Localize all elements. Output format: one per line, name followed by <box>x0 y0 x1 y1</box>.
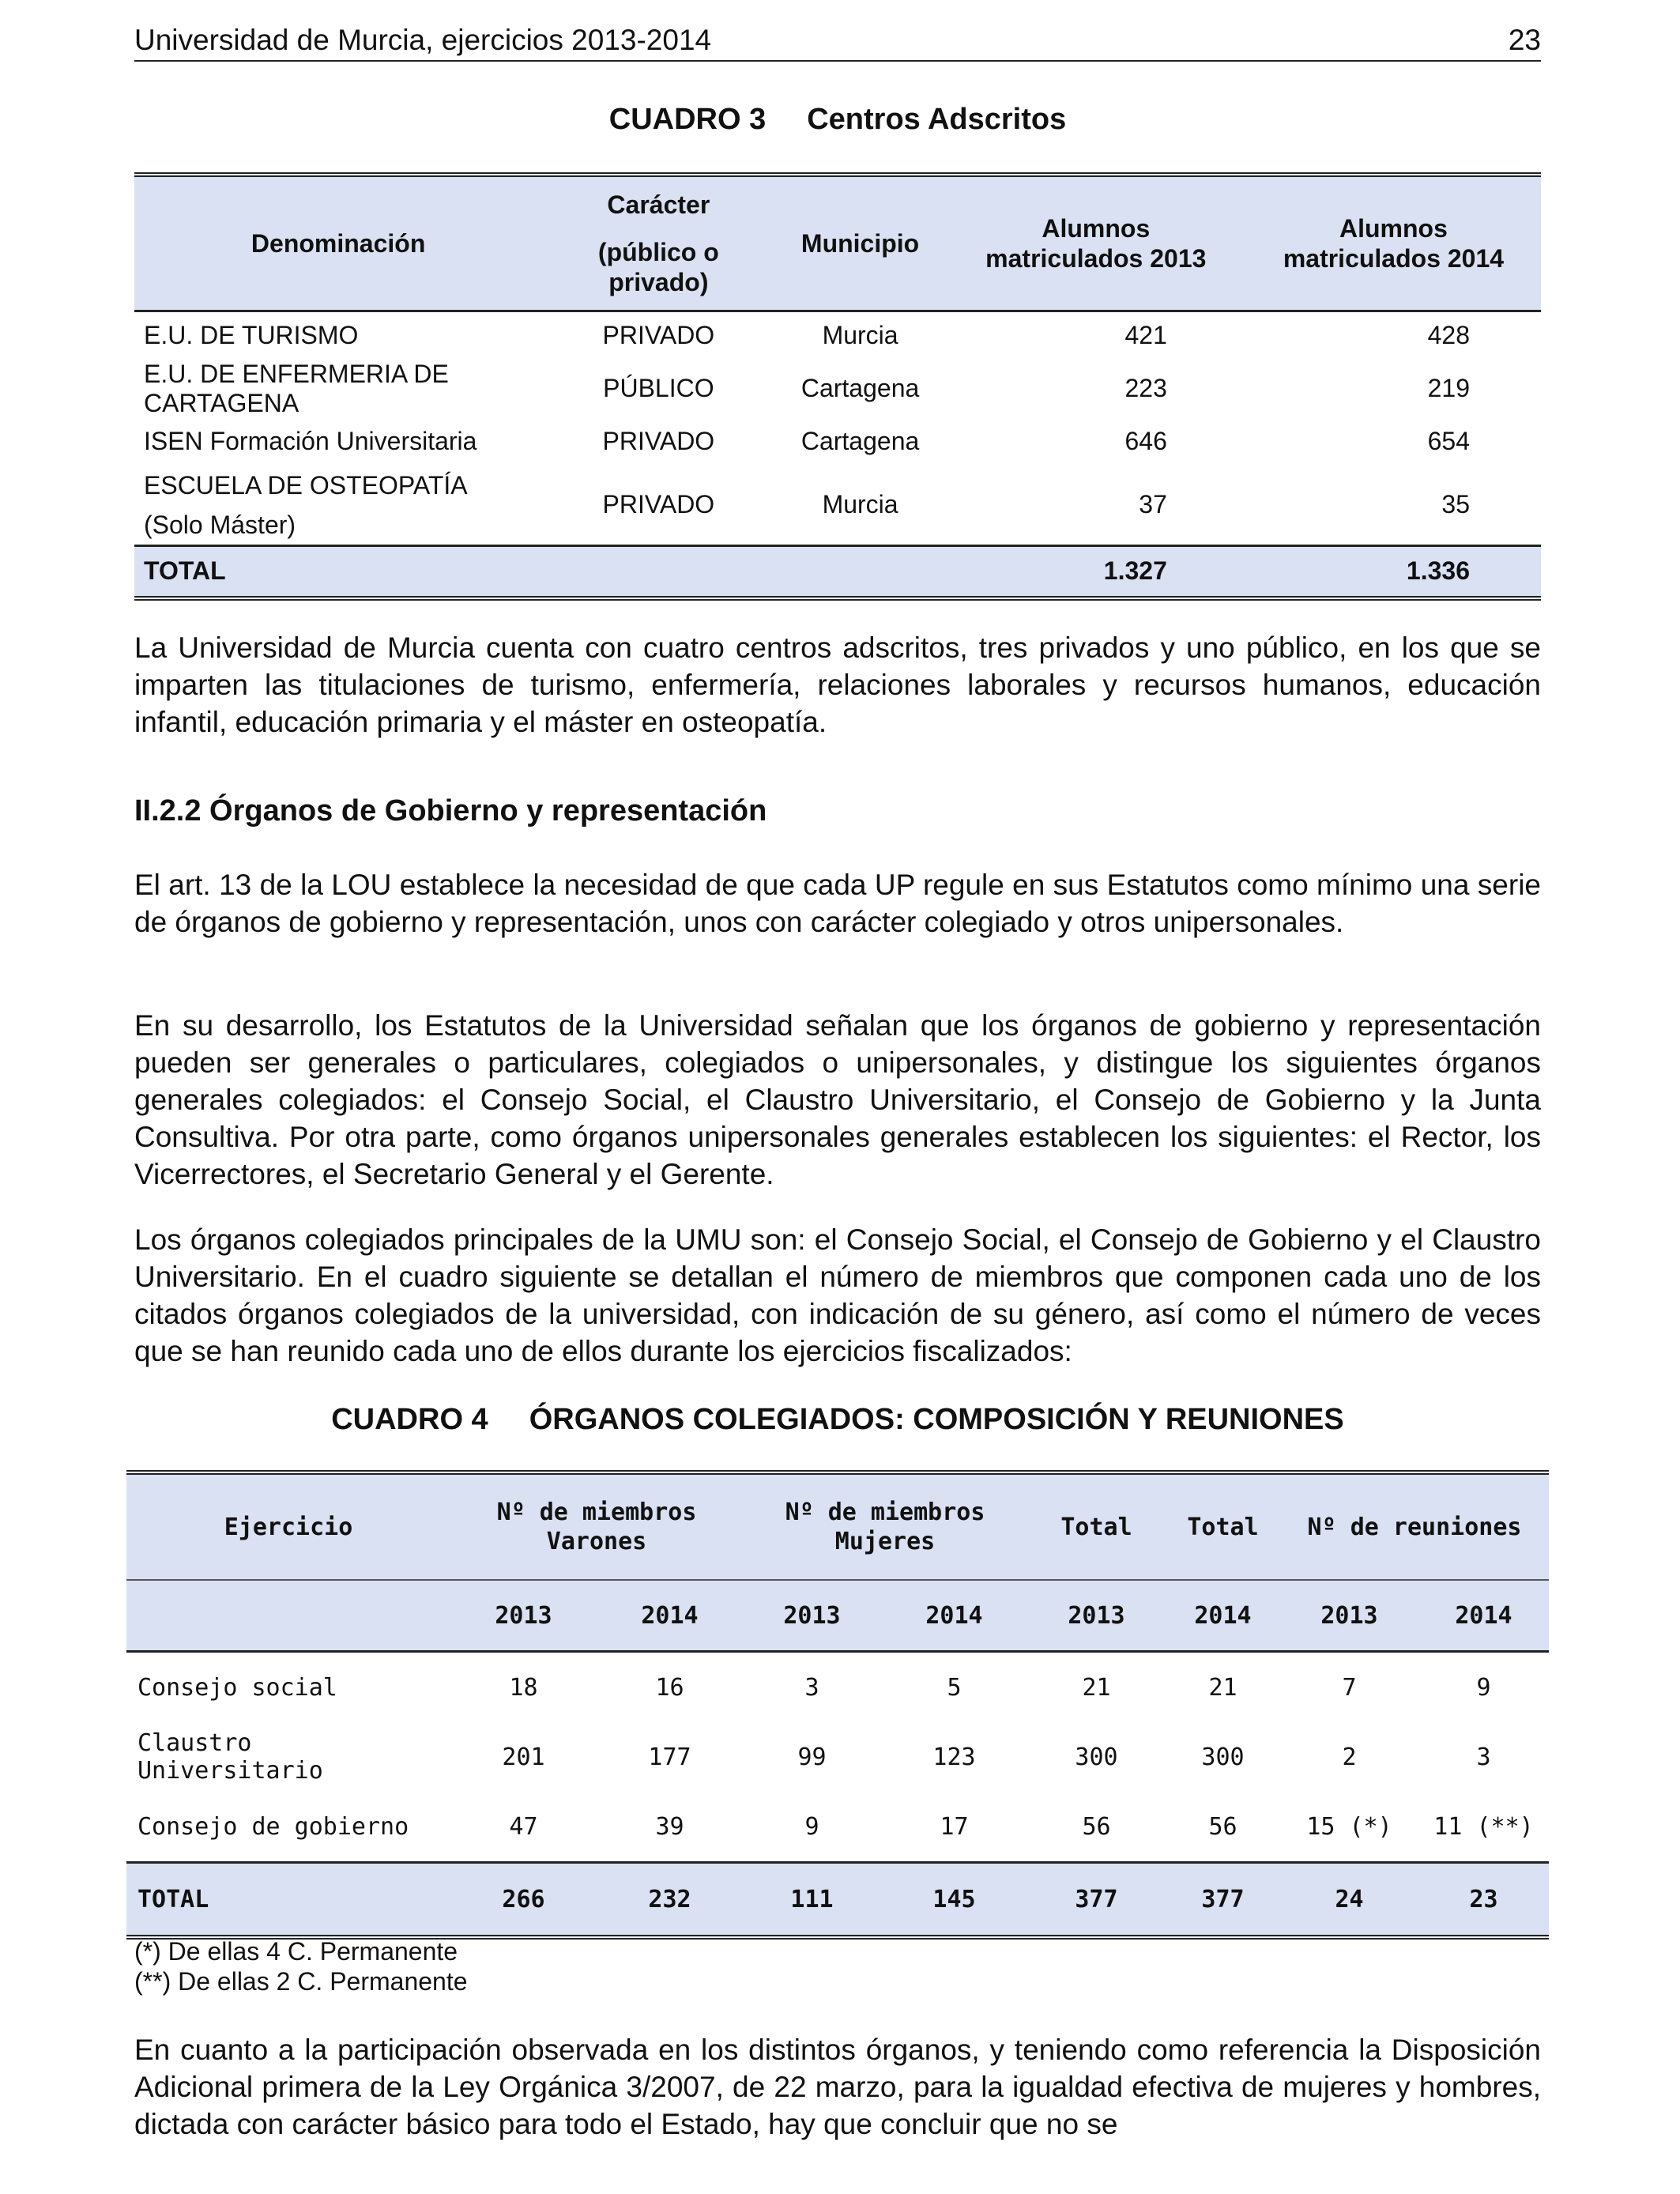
cell: 3 <box>1476 1743 1491 1771</box>
row-label: Consejo de gobierno <box>137 1812 409 1841</box>
header-denominacion: Denominación <box>134 175 542 311</box>
row-alumnos-2013: 421 <box>1124 321 1167 349</box>
table2-caption-number: CUADRO 4 <box>331 1403 488 1436</box>
row-alumnos-2014: 428 <box>1427 321 1470 349</box>
header-caracter <box>542 175 774 311</box>
table-row <box>134 360 1541 418</box>
header-ejercicio: Ejercicio <box>126 1472 450 1580</box>
total-row <box>126 1863 1549 1938</box>
total-cell: 377 <box>1027 1863 1166 1938</box>
section-title: II.2.2 Órganos de Gobierno y representación <box>134 794 767 827</box>
row-alumnos-2014: 35 <box>1441 490 1470 518</box>
organos-colegiados-table <box>126 1470 1549 1940</box>
year-header: 2014 <box>881 1580 1027 1652</box>
cell: 16 <box>655 1673 684 1702</box>
table1-caption-title: Centros Adscritos <box>807 103 1067 136</box>
table2-caption-title: ÓRGANOS COLEGIADOS: COMPOSICIÓN Y REUNIONES <box>529 1403 1344 1436</box>
row-caracter: PÚBLICO <box>603 374 714 402</box>
row-alumnos-2013: 223 <box>1124 374 1167 402</box>
header-title: Universidad de Murcia, ejercicios 2013-2014 <box>134 24 712 56</box>
centros-adscritos-table <box>134 172 1541 601</box>
year-header: 2013 <box>743 1580 881 1652</box>
total-cell: 23 <box>1418 1863 1549 1938</box>
table-row <box>134 311 1541 360</box>
cell: 15 (*) <box>1306 1812 1392 1841</box>
footnote-1: (*) De ellas 4 C. Permanente <box>134 1937 458 1966</box>
cell: 47 <box>509 1812 538 1841</box>
page-number: 23 <box>1508 24 1541 56</box>
header-alumnos-2013: Alumnos matriculados 2013 <box>946 175 1246 311</box>
row-municipio: Murcia <box>822 490 898 518</box>
cell: 21 <box>1208 1673 1237 1702</box>
year-header: 2014 <box>1166 1580 1280 1652</box>
table-row <box>126 1792 1549 1863</box>
row-caracter: PRIVADO <box>602 427 715 455</box>
cell: 17 <box>940 1812 969 1841</box>
table1-caption <box>134 103 1541 137</box>
row-name: E.U. DE ENFERMERIA DE CARTAGENA <box>144 359 449 417</box>
cell: 7 <box>1342 1673 1357 1702</box>
footnote-2: (**) De ellas 2 C. Permanente <box>134 1967 468 1996</box>
cell: 18 <box>509 1673 538 1702</box>
table1-caption-number: CUADRO 3 <box>608 103 767 136</box>
header-mujeres: Nº de miembros Mujeres <box>743 1472 1027 1580</box>
header-varones: Nº de miembros Varones <box>450 1472 743 1580</box>
row-name: E.U. DE TURISMO <box>144 321 359 349</box>
cell: 123 <box>932 1743 976 1771</box>
page-header <box>134 22 1541 62</box>
row-alumnos-2014: 654 <box>1427 427 1470 455</box>
total-cell: 377 <box>1166 1863 1280 1938</box>
row-caracter: PRIVADO <box>602 490 715 518</box>
table-row <box>134 466 1541 546</box>
cell: 99 <box>797 1743 827 1771</box>
year-header: 2013 <box>450 1580 597 1652</box>
paragraph-estatutos: En su desarrollo, los Estatutos de la Universidad señalan que los órganos de gobierno y representación pueden ser generales o particulares, colegiados o unipersonales, y distingue los siguientes órganos generales colegiados: el Consejo Social, el Claustro Universitario, el Consejo de Gobierno y la Junta Consultiva. Por otra parte, como órganos unipersonales generales establecen los siguientes: el Rector, los Vicerrectores, el Secretario General y el Gerente. <box>134 1009 1541 1190</box>
paragraph-organos: Los órganos colegiados principales de la UMU son: el Consejo Social, el Consejo de Gobierno y el Claustro Universitario. En el cuadro siguiente se detallan el número de miembros que componen cada uno de los citados órganos colegiados de la universidad, con indicación de su género, así como el número de veces que se han reunido cada uno de ellos durante los ejercicios fiscalizados: <box>134 1223 1541 1367</box>
total-2014: 1.336 <box>1246 545 1541 598</box>
row-name-note: (Solo Máster) <box>144 510 296 539</box>
total-row <box>134 545 1541 598</box>
cell: 56 <box>1082 1812 1111 1841</box>
row-name: ISEN Formación Universitaria <box>144 427 477 455</box>
row-name: ESCUELA DE OSTEOPATÍA <box>144 470 468 499</box>
year-header: 2013 <box>1280 1580 1418 1652</box>
row-caracter: PRIVADO <box>602 321 715 349</box>
row-municipio: Cartagena <box>800 427 920 455</box>
total-label: TOTAL <box>134 545 542 598</box>
table-row <box>134 418 1541 466</box>
header-caracter-sub: (público o privado) <box>597 237 719 296</box>
row-alumnos-2013: 646 <box>1124 427 1167 455</box>
row-alumnos-2013: 37 <box>1139 490 1167 518</box>
cell: 300 <box>1201 1743 1245 1771</box>
cell: 21 <box>1082 1673 1111 1702</box>
total-cell: 266 <box>450 1863 597 1938</box>
total-cell: 232 <box>597 1863 743 1938</box>
cell: 2 <box>1342 1743 1357 1771</box>
row-municipio: Cartagena <box>800 374 920 402</box>
year-header: 2013 <box>1027 1580 1166 1652</box>
cell: 11 (**) <box>1433 1812 1534 1841</box>
header-alumnos-2014: Alumnos matriculados 2014 <box>1246 175 1541 311</box>
total-cell: 111 <box>743 1863 881 1938</box>
table2-caption <box>134 1403 1541 1437</box>
row-label: Claustro Universitario <box>137 1729 323 1785</box>
year-header: 2014 <box>597 1580 743 1652</box>
table-row <box>126 1722 1549 1792</box>
total-cell: 145 <box>881 1863 1027 1938</box>
cell: 177 <box>648 1743 691 1771</box>
paragraph-lou: El art. 13 de la LOU establece la necesidad de que cada UP regule en sus Estatutos como mínimo una serie de órganos de gobierno y representación, unos con carácter colegiado y otros unipersonales. <box>134 869 1541 938</box>
cell: 300 <box>1075 1743 1118 1771</box>
header-municipio: Municipio <box>774 175 945 311</box>
cell: 9 <box>804 1812 819 1841</box>
cell: 9 <box>1476 1673 1491 1702</box>
total-label: TOTAL <box>126 1863 450 1938</box>
year-header: 2014 <box>1418 1580 1549 1652</box>
header-total-2: Total <box>1166 1472 1280 1580</box>
cell: 56 <box>1208 1812 1237 1841</box>
paragraph-centros: La Universidad de Murcia cuenta con cuatro centros adscritos, tres privados y uno público, en los que se imparten las titulaciones de turismo, enfermería, relaciones laborales y recursos humanos, educación infantil, educación primaria y el máster en osteopatía. <box>134 631 1541 738</box>
header-reuniones: Nº de reuniones <box>1280 1472 1549 1580</box>
row-municipio: Murcia <box>822 321 898 349</box>
header-total-1: Total <box>1027 1472 1166 1580</box>
cell: 5 <box>947 1673 962 1702</box>
row-name-cell <box>134 466 542 546</box>
total-cell: 24 <box>1280 1863 1418 1938</box>
header-caracter-title: Carácter <box>607 190 710 219</box>
paragraph-participacion: En cuanto a la participación observada en los distintos órganos, y teniendo como referencia la Disposición Adicional primera de la Ley Orgánica 3/2007, de 22 marzo, para la igualdad efectiva de mujeres y hombres, dictada con carácter básico para todo el Estado, hay que concluir que no se <box>134 2034 1541 2140</box>
cell: 3 <box>804 1673 819 1702</box>
total-2013: 1.327 <box>946 545 1246 598</box>
table-row <box>126 1652 1549 1723</box>
cell: 39 <box>655 1812 684 1841</box>
row-label: Consejo social <box>137 1673 337 1702</box>
row-alumnos-2014: 219 <box>1427 374 1470 402</box>
cell: 201 <box>502 1743 545 1771</box>
